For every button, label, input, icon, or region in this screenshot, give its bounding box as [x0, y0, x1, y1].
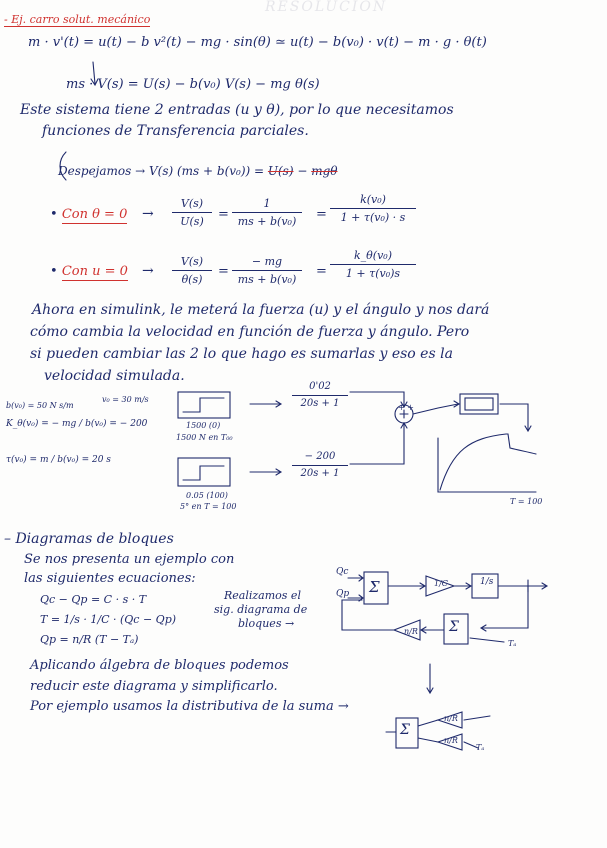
bd-ta: Tₐ	[508, 639, 517, 648]
case-theta-label: • Con θ = 0	[50, 207, 128, 222]
tf1-num: 0'02	[309, 381, 331, 392]
tf1-den: 20s + 1	[300, 398, 340, 409]
bd-feedback-right	[482, 586, 528, 628]
para1-line2: funciones de Transferencia parciales.	[42, 123, 309, 139]
step1-block	[178, 392, 230, 418]
case-u-label-text: Con u = 0	[61, 264, 128, 279]
case-u-eq1: =	[218, 264, 229, 279]
sim-k-theta: K_θ(v₀) = − mg / b(v₀) = − 200	[6, 419, 148, 429]
bottom-ta: Tₐ	[476, 743, 485, 752]
bottom-sum: Σ	[400, 722, 410, 738]
bd-gain1-block	[426, 576, 454, 596]
derive-arrow	[93, 62, 95, 84]
step2-caption1: 0.05 (100)	[186, 491, 228, 500]
bd-sum-block	[364, 572, 388, 604]
equation-laplace: ms · V(s) = U(s) − b(v₀) V(s) − mg θ(s)	[66, 77, 320, 92]
despejamos-dash: −	[293, 164, 312, 178]
step2-block	[178, 458, 230, 486]
bd-sum: Σ	[369, 578, 380, 596]
case-u-label: • Con u = 0	[50, 264, 128, 279]
equation-motion: m · v'(t) = u(t) − b v²(t) − mg · sin(θ) ≃ u(t) − b(v₀) · v(t) − m · g · θ(t)	[28, 35, 487, 50]
sim-param-v0: v₀ = 30 m/s	[102, 395, 149, 404]
faded-title: RESOLUCIÓN	[265, 0, 388, 15]
step1-signal	[183, 398, 224, 412]
bd-in1: Qc	[336, 567, 349, 577]
blocks-line1: Se nos presenta un ejemplo con	[24, 552, 235, 567]
case-u-arrow: →	[142, 263, 154, 279]
bd-feedback-gain-block	[394, 620, 420, 640]
para3-line1: Aplicando álgebra de bloques podemos	[30, 658, 289, 673]
case-theta-rhs-num: k(v₀)	[360, 193, 386, 206]
case-theta-eq1: =	[218, 207, 229, 222]
case-u-mid-num: − mg	[251, 255, 283, 268]
para2-line3: si pueden cambiar las 2 lo que hago es sumarlas y eso es la	[30, 346, 453, 362]
para1-line1: Este sistema tiene 2 entradas (u y θ), por lo que necesitamos	[20, 102, 454, 118]
case-theta-mid-den: ms + b(v₀)	[237, 215, 297, 228]
para3-line3: Por ejemplo usamos la distributiva de la suma →	[30, 699, 349, 714]
case-u-lhs-num: V(s)	[180, 255, 204, 268]
blocks-eq3: Qp = n/R (T − Tₐ)	[40, 633, 139, 646]
bd-sum2-block	[444, 614, 468, 644]
bottom-in-top	[464, 716, 490, 720]
response-plot-curve	[440, 434, 536, 490]
case-theta-eq2: =	[316, 207, 327, 222]
case-theta-mid-num: 1	[263, 197, 271, 210]
para2-line1: Ahora en simulink, le meterá la fuerza (u) y el ángulo y nos dará	[32, 302, 490, 318]
exercise-tag: - Ej. carro solut. mecánico	[4, 13, 151, 26]
case-theta-label-text: Con θ = 0	[61, 207, 128, 222]
step1-caption1: 1500 (0)	[186, 421, 221, 430]
case-u-rhs-num: k_θ(v₀)	[354, 249, 392, 262]
para2-line4: velocidad simulada.	[44, 368, 185, 384]
despejamos-mg: mgθ	[311, 164, 338, 178]
bottom-gain-top-block	[438, 712, 462, 728]
despejamos-u: U(s)	[267, 164, 294, 178]
case-u-lhs-den: θ(s)	[181, 273, 203, 286]
case-u-rhs-den: 1 + τ(v₀)s	[345, 267, 401, 280]
plot-label: T = 100	[510, 497, 543, 506]
sim-tau: τ(v₀) = m / b(v₀) = 20 s	[6, 455, 111, 465]
step1-caption2: 1500 N en T₀₀	[176, 433, 233, 442]
bd-integrator-block	[472, 574, 498, 598]
blocks-eq2: T = 1/s · 1/C · (Qc − Qp)	[40, 613, 177, 626]
step2-signal	[183, 466, 224, 480]
bd-feedback-gain: n/R	[404, 627, 418, 636]
blocks-title: – Diagramas de bloques	[4, 531, 174, 547]
bd-ta-line	[470, 638, 504, 642]
blocks-note2: sig. diagrama de	[214, 603, 308, 616]
scope-down-arrow	[500, 404, 528, 430]
step2-caption2: 5° en T = 100	[180, 502, 237, 511]
blocks-eq1: Qc − Qp = C · s · T	[40, 593, 147, 606]
tf2-num: − 200	[304, 451, 336, 462]
sum-signs: + +	[398, 403, 414, 412]
blocks-note1: Realizamos el	[224, 589, 301, 602]
case-theta-arrow: →	[142, 206, 154, 222]
bottom-in-bot	[464, 742, 478, 748]
case-theta-lhs-den: U(s)	[180, 215, 204, 228]
blocks-note3: bloques →	[238, 617, 295, 630]
response-plot-axes	[438, 438, 536, 492]
scope-block	[460, 394, 498, 414]
bottom-gain-bot-block	[438, 734, 462, 750]
case-theta-rhs-den: 1 + τ(v₀) · s	[340, 211, 406, 224]
bd-integrator: 1/s	[480, 577, 494, 587]
bd-sum2: Σ	[449, 619, 459, 635]
case-u-mid-den: ms + b(v₀)	[237, 273, 297, 286]
blocks-line2: las siguientes ecuaciones:	[24, 571, 196, 586]
para2-line2: cómo cambia la velocidad en función de fuerza y ángulo. Pero	[30, 324, 470, 340]
sum-to-scope	[413, 404, 458, 414]
bottom-gain-top: n/R	[444, 714, 458, 723]
bd-in2: Qp	[336, 589, 350, 599]
bottom-sum-block	[396, 718, 418, 748]
sim-param-b: b(v₀) = 50 N s/m	[6, 401, 74, 410]
bottom-gain-bot: n/R	[444, 736, 458, 745]
tf1-to-sum	[350, 392, 404, 406]
case-u-eq2: =	[316, 264, 327, 279]
despejamos-left: Despejamos → V(s) (ms + b(v₀)) =	[58, 164, 268, 178]
case-theta-lhs-num: V(s)	[180, 197, 204, 210]
para3-line2: reducir este diagrama y simplificarlo.	[30, 679, 278, 694]
despejamos-brace	[60, 152, 66, 180]
tf2-to-sum	[350, 424, 404, 464]
tf2-den: 20s + 1	[300, 468, 340, 479]
bd-gain1: 1/C	[434, 579, 448, 588]
